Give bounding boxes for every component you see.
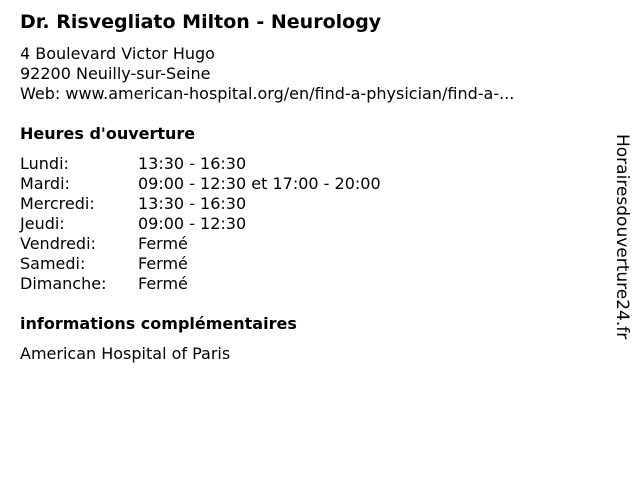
- website-link[interactable]: www.american-hospital.org/en/find-a-physician/find-a-...: [65, 84, 515, 103]
- hours-time: Fermé: [138, 254, 188, 273]
- opening-hours-heading: Heures d'ouverture: [20, 124, 196, 143]
- opening-hours-table: [20, 154, 381, 294]
- hours-row-thursday: [20, 214, 381, 234]
- additional-info-text: American Hospital of Paris: [20, 344, 231, 363]
- address-block: [20, 44, 514, 104]
- hours-day: Samedi:: [20, 254, 86, 273]
- hours-time: Fermé: [138, 234, 188, 253]
- hours-day: Dimanche:: [20, 274, 107, 293]
- address-street: 4 Boulevard Victor Hugo: [20, 44, 215, 63]
- hours-time: 13:30 - 16:30: [138, 154, 247, 173]
- hours-time: 13:30 - 16:30: [138, 194, 247, 213]
- watermark-text: Horairesdouverture24.fr: [612, 134, 632, 340]
- page-title: Dr. Risvegliato Milton - Neurology: [20, 11, 382, 33]
- hours-time: 09:00 - 12:30 et 17:00 - 20:00: [138, 174, 381, 193]
- hours-row-monday: [20, 154, 381, 174]
- hours-day: Vendredi:: [20, 234, 96, 253]
- hours-day: Lundi:: [20, 154, 69, 173]
- hours-row-tuesday: [20, 174, 381, 194]
- hours-row-friday: [20, 234, 381, 254]
- website-label: Web:: [20, 84, 61, 103]
- address-city: 92200 Neuilly-sur-Seine: [20, 64, 211, 83]
- hours-row-sunday: [20, 274, 381, 294]
- hours-day: Mardi:: [20, 174, 70, 193]
- additional-info-heading: informations complémentaires: [20, 314, 297, 333]
- hours-row-wednesday: [20, 194, 381, 214]
- hours-day: Jeudi:: [20, 214, 65, 233]
- site-watermark: [609, 134, 635, 344]
- hours-time: Fermé: [138, 274, 188, 293]
- website-line: [20, 84, 514, 104]
- hours-time: 09:00 - 12:30: [138, 214, 247, 233]
- hours-day: Mercredi:: [20, 194, 95, 213]
- hours-row-saturday: [20, 254, 381, 274]
